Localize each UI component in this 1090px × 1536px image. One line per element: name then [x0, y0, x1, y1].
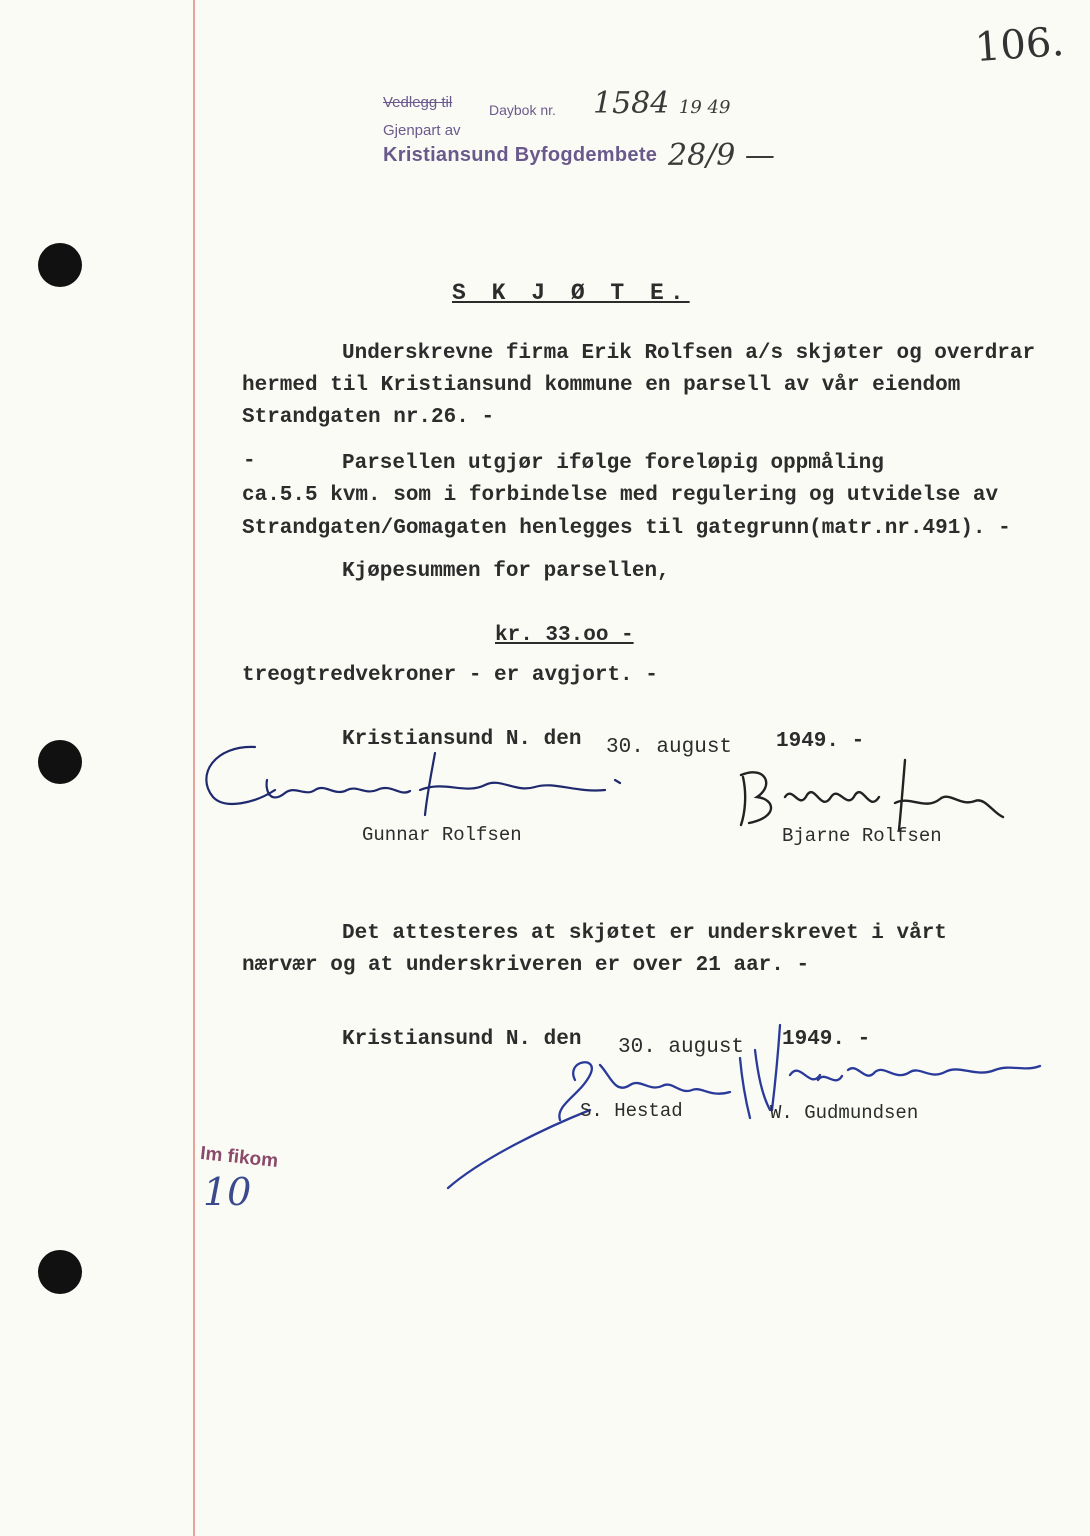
daybok-number: 1584 19 49 — [593, 86, 731, 121]
margin-note-stamp: Im fikom — [199, 1142, 280, 1173]
body-line-8: treogtredvekroner - er avgjort. - — [242, 664, 658, 687]
punch-hole-bottom — [38, 1250, 82, 1294]
margin-note-value: 10 — [203, 1170, 252, 1214]
attestation-year: 1949. - — [782, 1028, 871, 1051]
body-line-3: Strandgaten nr.26. - — [242, 406, 495, 429]
witness-w-gudmundsen: W. Gudmundsen — [770, 1102, 919, 1124]
stamp-daybok-label: Daybok nr. — [489, 102, 556, 118]
stamp-date: 28/9 — — [668, 138, 775, 173]
document-title: S K J Ø T E. — [452, 280, 690, 306]
punch-hole-middle — [38, 740, 82, 784]
stamp-gjenpart: Gjenpart av — [383, 122, 461, 139]
stamp-office: Kristiansund Byfogdembete — [383, 144, 658, 166]
signature-witnesses — [440, 1020, 1060, 1190]
body-line-5: ca.5.5 kvm. som i forbindelse med regulering og utvidelse av — [242, 484, 999, 507]
signatory-bjarne-rolfsen: Bjarne Rolfsen — [782, 825, 942, 847]
signatory-gunnar-rolfsen: Gunnar Rolfsen — [362, 824, 522, 846]
attestation-place: Kristiansund N. den — [342, 1028, 582, 1051]
signature-gunnar-rolfsen — [195, 735, 655, 825]
witness-s-hestad: S. Hestad — [580, 1100, 683, 1122]
body-dash: - — [243, 450, 256, 473]
purchase-amount: kr. 33.oo - — [495, 624, 634, 647]
body-line-1: Underskrevne firma Erik Rolfsen a/s skjøter og overdrar — [342, 342, 1036, 365]
punch-hole-top — [38, 243, 82, 287]
signature-bjarne-rolfsen — [735, 755, 1015, 835]
signing-year: 1949. - — [776, 730, 865, 753]
page-number: 106. — [973, 18, 1066, 72]
signing-place: Kristiansund N. den — [342, 728, 582, 751]
attestation-line-1: Det attesteres at skjøtet er underskrevet i vårt — [342, 922, 947, 945]
attestation-date: 30. august — [618, 1036, 745, 1059]
signing-date: 30. august — [606, 736, 733, 759]
body-line-7: Kjøpesummen for parsellen, — [342, 560, 670, 583]
stamp-bilag: Vedlegg til — [383, 94, 453, 111]
attestation-line-2: nærvær og at underskriveren er over 21 aar. - — [242, 954, 810, 977]
body-line-2: hermed til Kristiansund kommune en parsell av vår eiendom — [242, 374, 961, 397]
body-line-4: Parsellen utgjør ifølge foreløpig oppmåling — [342, 452, 884, 475]
body-line-6: Strandgaten/Gomagaten henlegges til gategrunn(matr.nr.491). - — [242, 517, 1011, 540]
